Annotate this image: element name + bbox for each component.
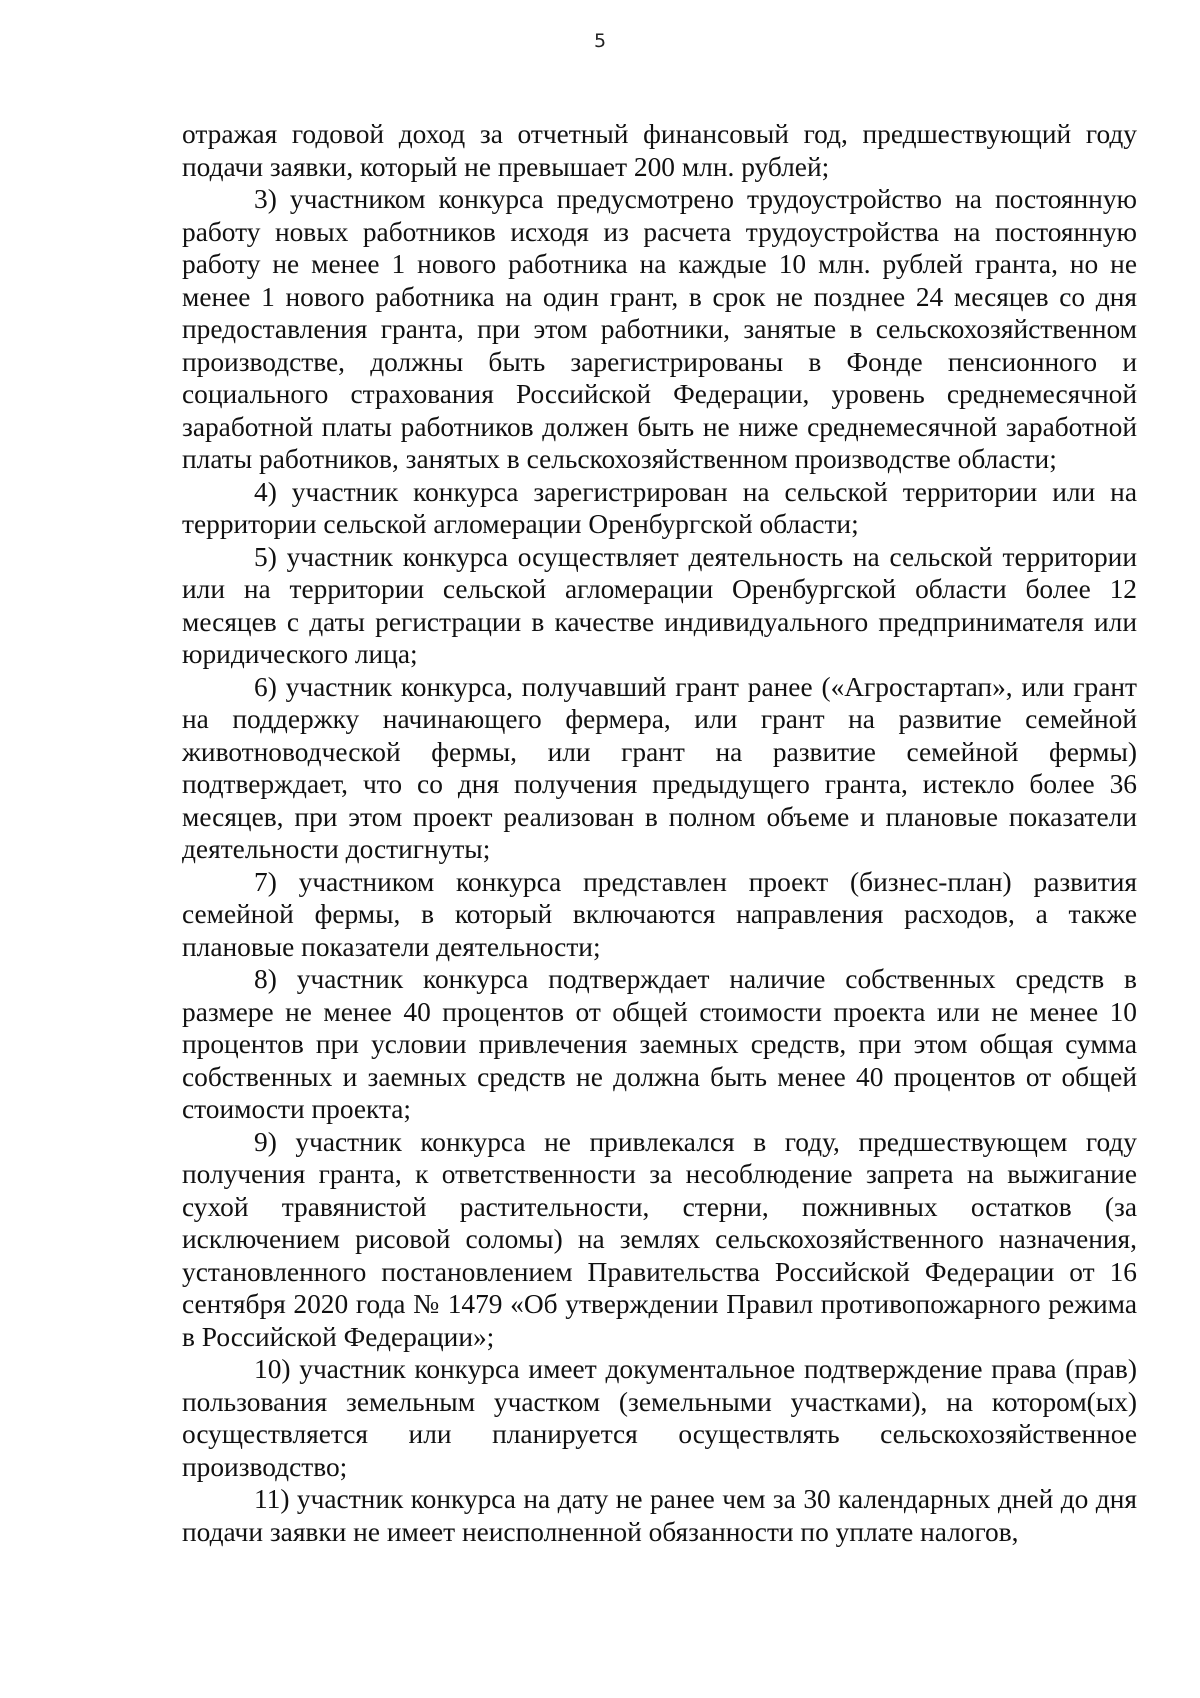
paragraph-item-5: 5) участник конкурса осуществляет деятельность на сельской территории или на территории сельской агломерации Оренбургской области более 12 месяцев с даты регистрации в качестве индивидуального предпринимателя или юридического лица; — [182, 541, 1137, 669]
paragraph-item-9: 9) участник конкурса не привлекался в году, предшествующем году получения гранта, к ответственности за несоблюдение запрета на выжигание сухой травянистой растительности, стерни, пожнивных остатков (за исключением рисовой соломы) на землях сельскохозяйственного назначения, установленного постановлением Правительства Российской Федерации от 16 сентября 2020 года № 1479 «Об утверждении Правил противопожарного режима в Российской Федерации»; — [182, 1126, 1137, 1352]
paragraph-item-8: 8) участник конкурса подтверждает наличие собственных средств в размере не менее 40 процентов от общей стоимости проекта или не менее 10 процентов при условии привлечения заемных средств, при этом общая сумма собственных и заемных средств не должна быть менее 40 процентов от общей стоимости проекта; — [182, 964, 1137, 1124]
paragraph-item-6: 6) участник конкурса, получавший грант ранее («Агростартап», или грант на поддержку начинающего фермера, или грант на развитие семейной животноводческой фермы, или грант на развитие семейной фермы) подтверждает, что со дня получения предыдущего гранта, истекло более 36 месяцев, при этом проект реализован в полном объеме и плановые показатели деятельности достигнуты; — [182, 671, 1137, 864]
paragraph-item-7: 7) участником конкурса представлен проект (бизнес-план) развития семейной фермы, в который включаются направления расходов, а также плановые показатели деятельности; — [182, 866, 1137, 962]
page-number: 5 — [593, 30, 607, 52]
paragraph-item-4: 4) участник конкурса зарегистрирован на сельской территории или на территории сельской агломерации Оренбургской области; — [182, 476, 1137, 539]
paragraph-continuation: отражая годовой доход за отчетный финансовый год, предшествующий году подачи заявки, который не превышает 200 млн. рублей; — [182, 119, 1137, 182]
document-body — [182, 118, 1137, 1548]
paragraph-item-10: 10) участник конкурса имеет документальное подтверждение права (прав) пользования земельным участком (земельными участками), на котором(ых) осуществляется или планируется осуществлять сельскохозяйственное производство; — [182, 1354, 1137, 1482]
paragraph-item-3: 3) участником конкурса предусмотрено трудоустройство на постоянную работу новых работников исходя из расчета трудоустройства на постоянную работу не менее 1 нового работника на каждые 10 млн. рублей гранта, но не менее 1 нового работника на один грант, в срок не позднее 24 месяцев со дня предоставления гранта, при этом работники, занятые в сельскохозяйственном производстве, должны быть зарегистрированы в Фонде пенсионного и социального страхования Российской Федерации, уровень среднемесячной заработной платы работников должен быть не ниже среднемесячной заработной платы работников, занятых в сельскохозяйственном производстве области; — [182, 184, 1137, 474]
paragraph-item-11: 11) участник конкурса на дату не ранее чем за 30 календарных дней до дня подачи заявки не имеет неисполненной обязанности по уплате налогов, — [182, 1484, 1137, 1547]
